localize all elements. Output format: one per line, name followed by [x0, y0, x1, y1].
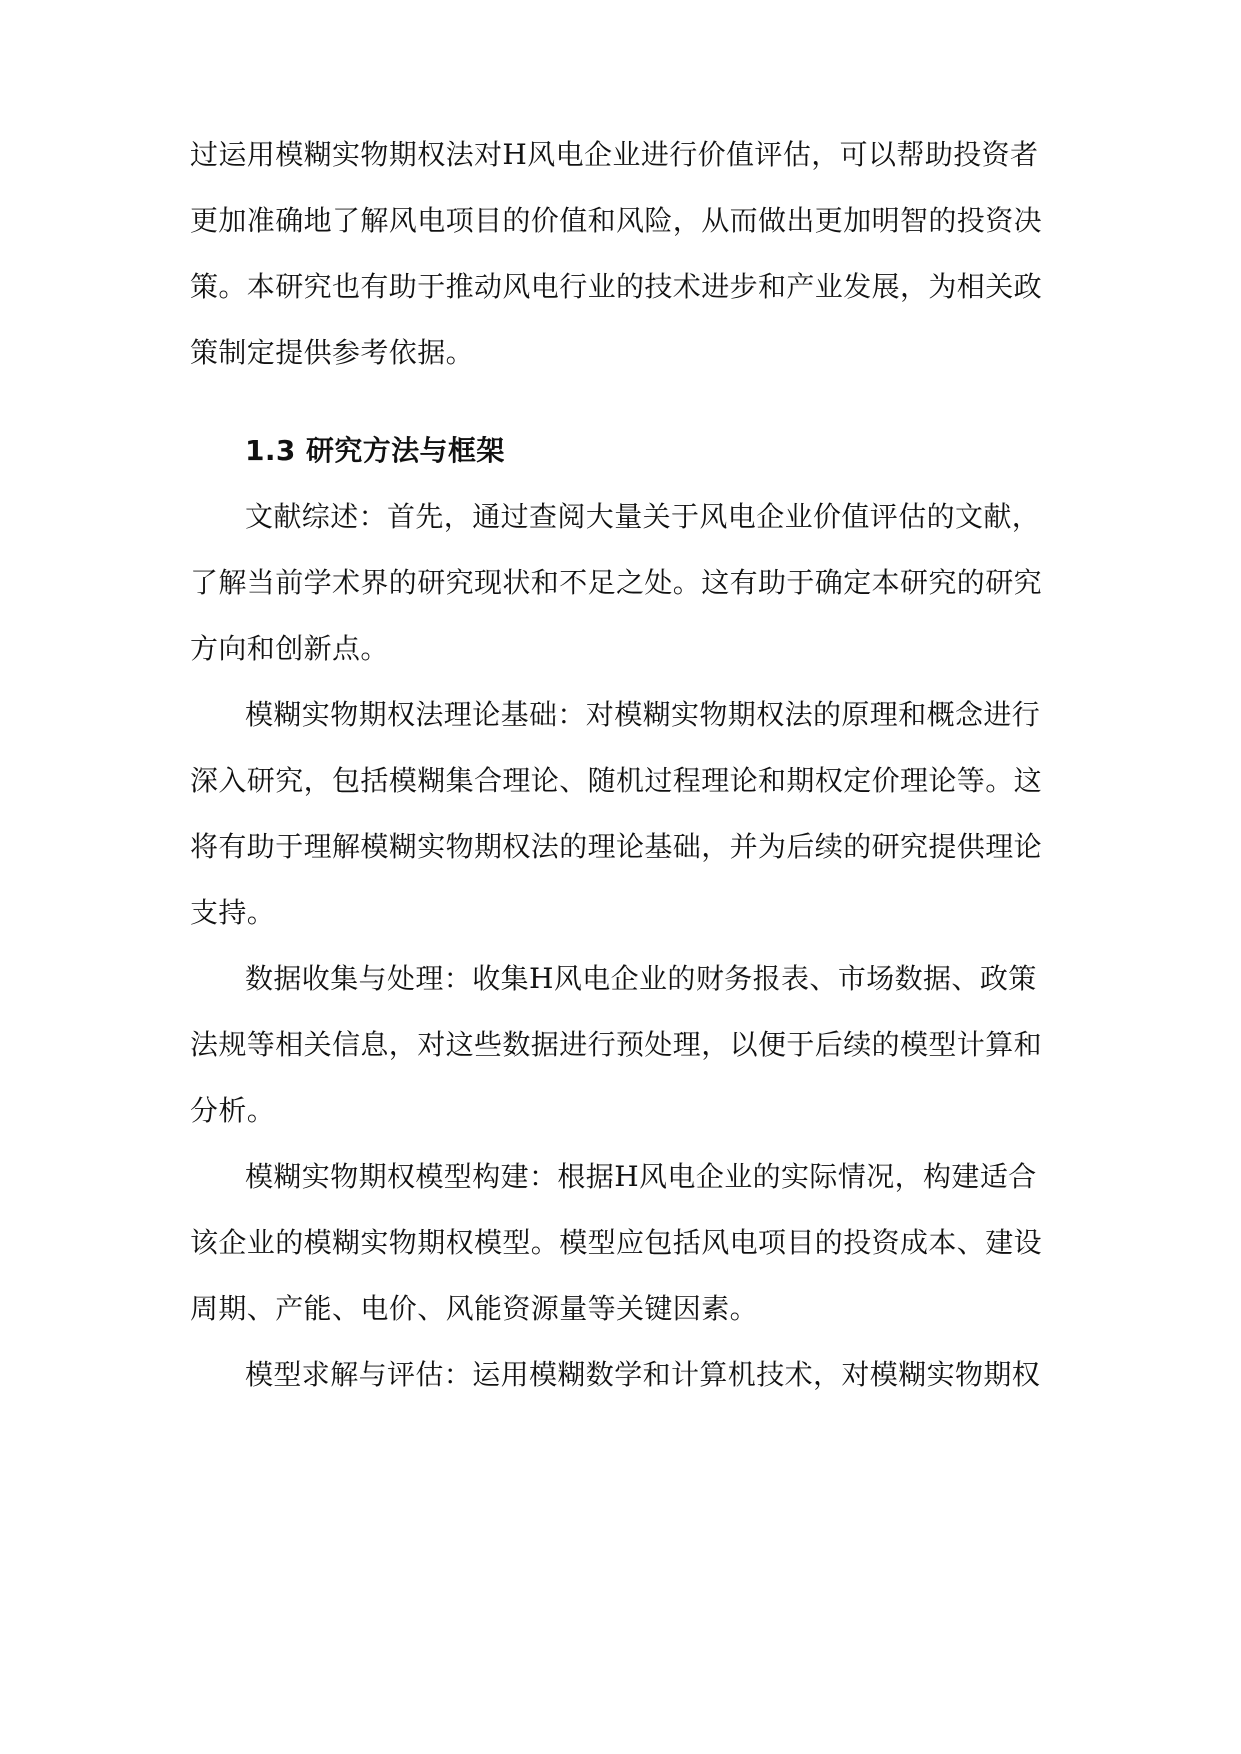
text-line: 策制定提供参考依据。	[190, 336, 475, 369]
text-line: 模糊实物期权模型构建：根据H风电企业的实际情况，构建适合	[245, 1160, 1037, 1193]
text-line: 分析。	[190, 1094, 276, 1127]
section-heading: 1.3 研究方法与框架	[245, 434, 505, 467]
text-line: 模型求解与评估：运用模糊数学和计算机技术，对模糊实物期权	[245, 1358, 1041, 1391]
text-line: 方向和创新点。	[190, 632, 389, 665]
text-line: 文献综述：首先，通过查阅大量关于风电企业价值评估的文献，	[245, 500, 1041, 533]
text-line: 将有助于理解模糊实物期权法的理论基础，并为后续的研究提供理论	[190, 830, 1043, 863]
text-line: 过运用模糊实物期权法对H风电企业进行价值评估，可以帮助投资者	[190, 138, 1039, 171]
text-line: 该企业的模糊实物期权模型。模型应包括风电项目的投资成本、建设	[190, 1226, 1043, 1259]
text-line: 更加准确地了解风电项目的价值和风险，从而做出更加明智的投资决	[190, 204, 1043, 237]
text-line: 周期、产能、电价、风能资源量等关键因素。	[190, 1292, 759, 1325]
text-line: 数据收集与处理：收集H风电企业的财务报表、市场数据、政策	[245, 962, 1037, 995]
text-line: 深入研究，包括模糊集合理论、随机过程理论和期权定价理论等。这	[190, 764, 1043, 797]
text-line: 模糊实物期权法理论基础：对模糊实物期权法的原理和概念进行	[245, 698, 1041, 731]
text-line: 支持。	[190, 896, 276, 929]
text-line: 法规等相关信息，对这些数据进行预处理，以便于后续的模型计算和	[190, 1028, 1043, 1061]
text-line: 了解当前学术界的研究现状和不足之处。这有助于确定本研究的研究	[190, 566, 1043, 599]
text-line: 策。本研究也有助于推动风电行业的技术进步和产业发展，为相关政	[190, 270, 1043, 303]
